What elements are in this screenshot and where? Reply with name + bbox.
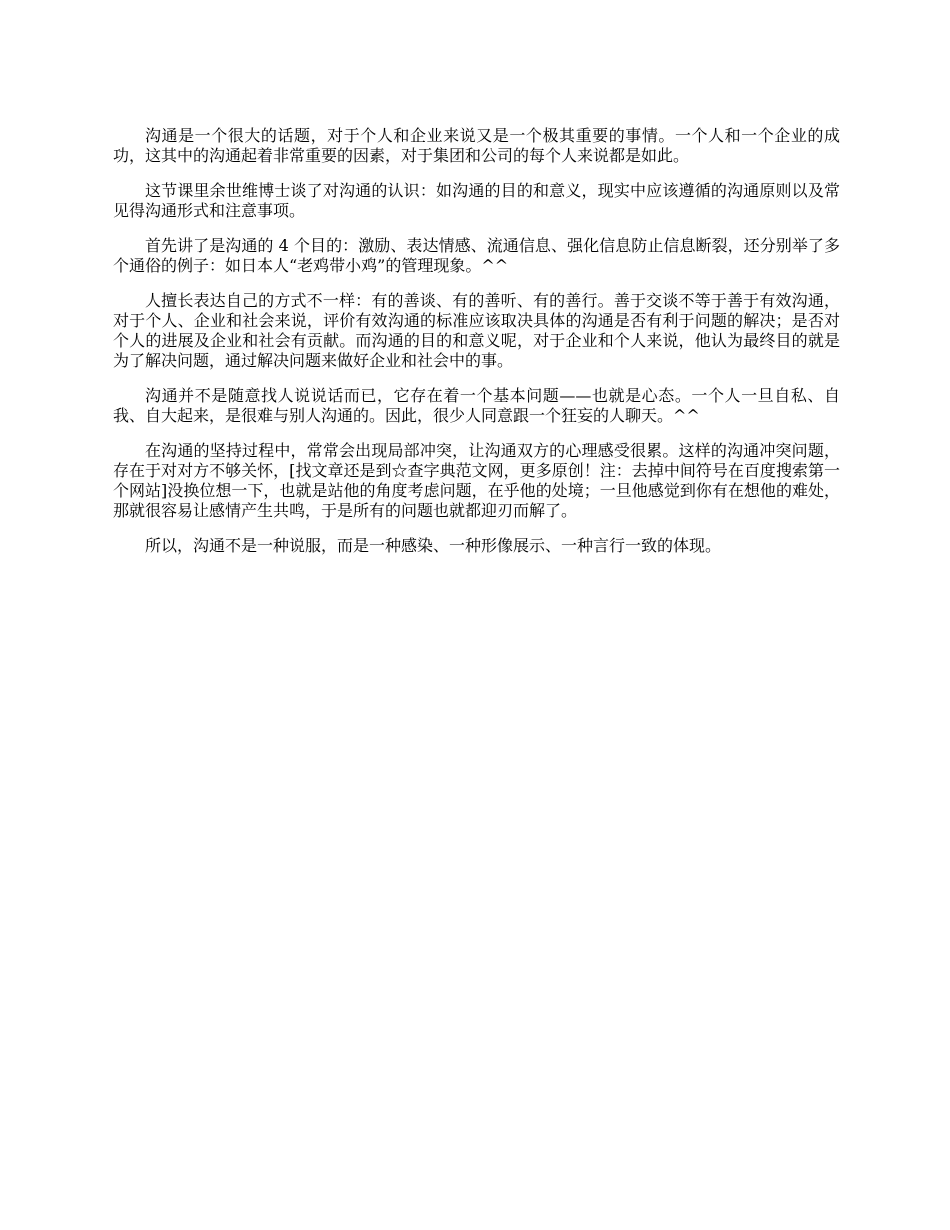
paragraph-1: 沟通是一个很大的话题，对于个人和企业来说又是一个极其重要的事情。一个人和一个企业的成功，这其中的沟通起着非常重要的因素，对于集团和公司的每个人来说都是如此。 [113,126,840,165]
paragraph-3: 首先讲了是沟通的 4 个目的：激励、表达情感、流通信息、强化信息防止信息断裂，还分别举了多个通俗的例子：如日本人“老鸡带小鸡”的管理现象。^^ [113,236,840,275]
paragraph-7: 所以，沟通不是一种说服，而是一种感染、一种形像展示、一种言行一致的体现。 [145,536,722,555]
paragraph-4: 人擅长表达自己的方式不一样：有的善谈、有的善听、有的善行。善于交谈不等于善于有效沟通，对于个人、企业和社会来说，评价有效沟通的标准应该取决具体的沟通是否有利于问题的解决；是否对个人的进展及企业和社会有贡献。而沟通的目的和意义呢，对于企业和个人来说，他认为最终目的就是为了解决问题，通过解决问题来做好企业和社会中的事。 [113,291,840,370]
document-page [113,126,840,571]
paragraph-2: 这节课里余世维博士谈了对沟通的认识：如沟通的目的和意义，现实中应该遵循的沟通原则以及常见得沟通形式和注意事项。 [113,181,840,220]
paragraph-6: 在沟通的坚持过程中，常常会出现局部冲突，让沟通双方的心理感受很累。这样的沟通冲突问题，存在于对对方不够关怀，[找文章还是到☆查字典范文网，更多原创！注：去掉中间符号在百度搜索第一个网站]没换位想一下，也就是站他的角度考虑问题，在乎他的处境；一旦他感觉到你有在想他的难处，那就很容易让感情产生共鸣，于是所有的问题也就都迎刃而解了。 [113,441,840,520]
paragraph-5: 沟通并不是随意找人说说话而已，它存在着一个基本问题——也就是心态。一个人一旦自私、自我、自大起来，是很难与别人沟通的。因此，很少人同意跟一个狂妄的人聊天。^^ [113,386,840,425]
